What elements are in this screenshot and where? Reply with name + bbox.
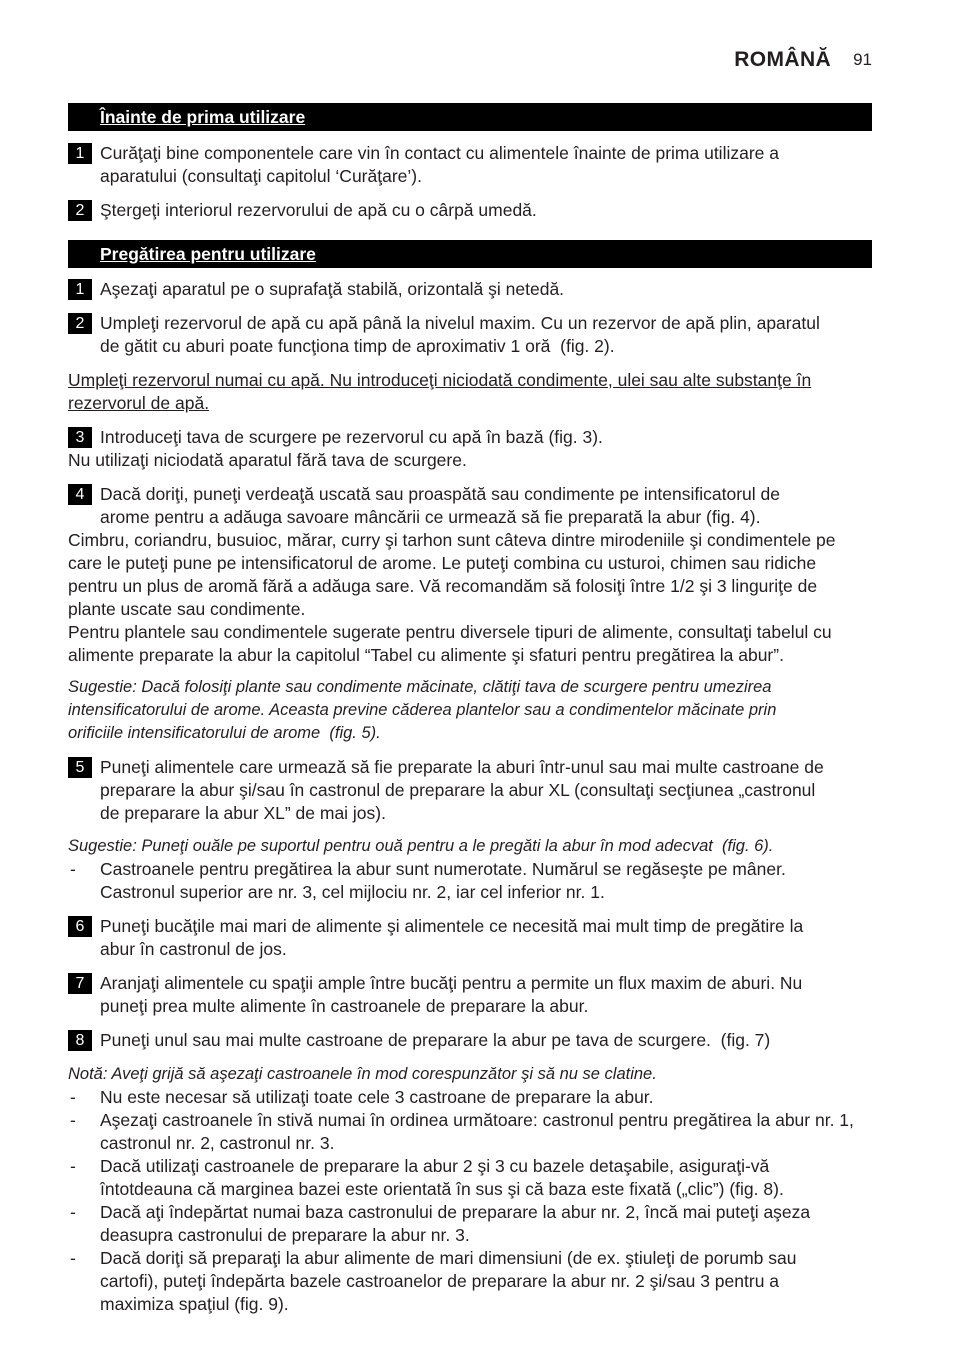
step-text-line: arome pentru a adăuga savoare mâncării ce urmează să fie preparată la abur (fig. 4). <box>100 506 761 527</box>
warning <box>68 369 872 415</box>
section-title: Înainte de prima utilizare <box>100 107 306 127</box>
list-item-line: Castroanele pentru pregătirea la abur sunt numerotate. Numărul se regăseşte pe mâner. <box>100 858 786 879</box>
body-text-line: Pentru plantele sau condimentele sugerate pentru diversele tipuri de alimente, consultaţi tabelul cu <box>68 621 832 642</box>
step-8 <box>68 1029 872 1052</box>
page-header <box>734 47 872 73</box>
section-heading-bar <box>68 103 872 131</box>
step-text-line: aparatului (consultaţi capitolul ‘Curăţare’). <box>100 165 422 186</box>
tip-text-line: Sugestie: Dacă folosiţi plante sau condimente măcinate, clătiţi tava de scurgere pentru umezirea <box>68 677 772 696</box>
step-number: 1 <box>68 279 92 300</box>
step-text-line: Aranjaţi alimentele cu spaţii ample între bucăţi pentru a permite un flux maxim de aburi. Nu <box>100 972 803 993</box>
step-4 <box>68 483 872 667</box>
step-1 <box>68 278 872 301</box>
step-text-line: preparare la abur şi/sau în castronul de preparare la abur XL (consultaţi secţiunea „castronul <box>100 779 816 800</box>
tip-text-line: Sugestie: Puneţi ouăle pe suportul pentru ouă pentru a le pregăti la abur în mod adecvat (fig. 6). <box>68 836 774 855</box>
list-item <box>68 1155 872 1201</box>
step-text-line: Ştergeţi interiorul rezervorului de apă cu o cârpă umedă. <box>100 199 537 220</box>
list-item-line: Aşezaţi castroanele în stivă numai în ordinea următoare: castronul pentru pregătirea la abur nr. 1, <box>100 1109 854 1130</box>
list-item-line: maximiza spaţiul (fig. 9). <box>100 1293 289 1314</box>
step-text-line: Umpleţi rezervorul de apă cu apă până la nivelul maxim. Cu un rezervor de apă plin, aparatul <box>100 312 820 333</box>
list-item <box>68 1086 872 1109</box>
step-text-line: Dacă doriţi, puneţi verdeaţă uscată sau proaspătă sau condimente pe intensificatorul de <box>100 483 781 504</box>
step-number: 7 <box>68 973 92 994</box>
step-number: 2 <box>68 200 92 221</box>
list-item-line: Dacă aţi îndepărtat numai baza castronului de preparare la abur nr. 2, încă mai puteţi aşeza <box>100 1201 811 1222</box>
bullet-dash: - <box>70 1086 76 1107</box>
step-text-line: Aşezaţi aparatul pe o suprafaţă stabilă, orizontală şi netedă. <box>100 278 565 299</box>
list-item <box>68 1247 872 1316</box>
tip <box>68 835 872 904</box>
list-item <box>68 1109 872 1155</box>
body-text-line: alimente preparate la abur la capitolul “Tabel cu alimente şi sfaturi pentru pregătirea la abur”. <box>68 644 784 665</box>
list-item-line: cartofi), puteţi îndepărta bazele castroanelor de preparare la abur nr. 2 şi/sau 3 pentru a <box>100 1270 780 1291</box>
step-text-line: abur în castronul de jos. <box>100 938 287 959</box>
list-item-line: Castronul superior are nr. 3, cel mijlociu nr. 2, iar cel inferior nr. 1. <box>100 881 605 902</box>
body-text-line: plante uscate sau condimente. <box>68 598 306 619</box>
step-text-line: de gătit cu aburi poate funcţiona timp de aproximativ 1 oră (fig. 2). <box>100 335 615 356</box>
page-number: 91 <box>853 50 872 69</box>
note <box>68 1063 872 1316</box>
step-6 <box>68 915 872 961</box>
step-number: 4 <box>68 484 92 505</box>
step-number: 5 <box>68 757 92 778</box>
list-item-line: Dacă doriţi să preparaţi la abur alimente de mari dimensiuni (de ex. ştiuleţi de porumb sau <box>100 1247 797 1268</box>
warning-text-line: Umpleţi rezervorul numai cu apă. Nu introduceţi niciodată condimente, ulei sau alte substanţe în <box>68 369 812 390</box>
step-2 <box>68 199 872 222</box>
step-3 <box>68 426 872 472</box>
step-text-line: Puneţi alimentele care urmează să fie preparate la aburi într-unul sau mai multe castroane de <box>100 756 824 777</box>
bullet-dash: - <box>70 858 76 879</box>
step-1 <box>68 142 872 188</box>
step-text-line: Puneţi unul sau mai multe castroane de preparare la abur pe tava de scurgere. (fig. 7) <box>100 1029 771 1050</box>
list-item <box>68 858 872 904</box>
list-item-line: castronul nr. 2, castronul nr. 3. <box>100 1132 335 1153</box>
list-item <box>68 1201 872 1247</box>
step-text-line: Puneţi bucăţile mai mari de alimente şi alimentele ce necesită mai mult timp de pregătire la <box>100 915 804 936</box>
bullet-dash: - <box>70 1247 76 1268</box>
step-number: 6 <box>68 916 92 937</box>
step-number: 2 <box>68 313 92 334</box>
body-text-line: care le puteţi pune pe intensificatorul de arome. Le puteţi combina cu usturoi, chimen sau ridiche <box>68 552 817 573</box>
step-text-line: Curăţaţi bine componentele care vin în contact cu alimentele înainte de prima utilizare a <box>100 142 779 163</box>
list-item-line: Dacă utilizaţi castroanele de preparare la abur 2 şi 3 cu bazele detaşabile, asiguraţi-vă <box>100 1155 770 1176</box>
step-number: 3 <box>68 427 92 448</box>
list-item-line: Nu este necesar să utilizaţi toate cele 3 castroane de preparare la abur. <box>100 1086 654 1107</box>
list-item-line: întotdeauna că marginea bazei este orientată în sus şi că baza este fixată („clic”) (fig. 8). <box>100 1178 784 1199</box>
body-text-line: pentru un plus de aromă fără a adăuga sare. Vă recomandăm să folosiţi între 1/2 şi 3 linguriţe de <box>68 575 818 596</box>
section-title: Pregătirea pentru utilizare <box>100 244 316 264</box>
language-label: ROMÂNĂ <box>734 48 832 71</box>
warning-text-line: rezervorul de apă. <box>68 392 210 413</box>
step-text-line: Introduceţi tava de scurgere pe rezervorul cu apă în bază (fig. 3). <box>100 426 603 447</box>
step-7 <box>68 972 872 1018</box>
step-text-line: de preparare la abur XL” de mai jos). <box>100 802 386 823</box>
step-2 <box>68 312 872 358</box>
bullet-dash: - <box>70 1155 76 1176</box>
tip-text-line: orificiile intensificatorului de arome (fig. 5). <box>68 723 381 742</box>
tip-text-line: intensificatorului de arome. Aceasta previne căderea plantelor sau a condimentelor măcinate prin <box>68 700 777 719</box>
note-text-line: Notă: Aveţi grijă să aşezaţi castroanele în mod corespunzător şi să nu se clatine. <box>68 1064 657 1083</box>
step-5 <box>68 756 872 825</box>
bullet-dash: - <box>70 1201 76 1222</box>
list-item-line: deasupra castronului de preparare la abur nr. 3. <box>100 1224 470 1245</box>
section-heading-bar <box>68 240 872 268</box>
step-number: 8 <box>68 1030 92 1051</box>
step-text-line: puneţi prea multe alimente în castroanele de preparare la abur. <box>100 995 589 1016</box>
bullet-dash: - <box>70 1109 76 1130</box>
tip <box>68 676 872 745</box>
body-text-line: Nu utilizaţi niciodată aparatul fără tava de scurgere. <box>68 449 467 470</box>
step-number: 1 <box>68 143 92 164</box>
body-text-line: Cimbru, coriandru, busuioc, mărar, curry şi tarhon sunt câteva dintre mirodeniile şi condimentele pe <box>68 529 836 550</box>
